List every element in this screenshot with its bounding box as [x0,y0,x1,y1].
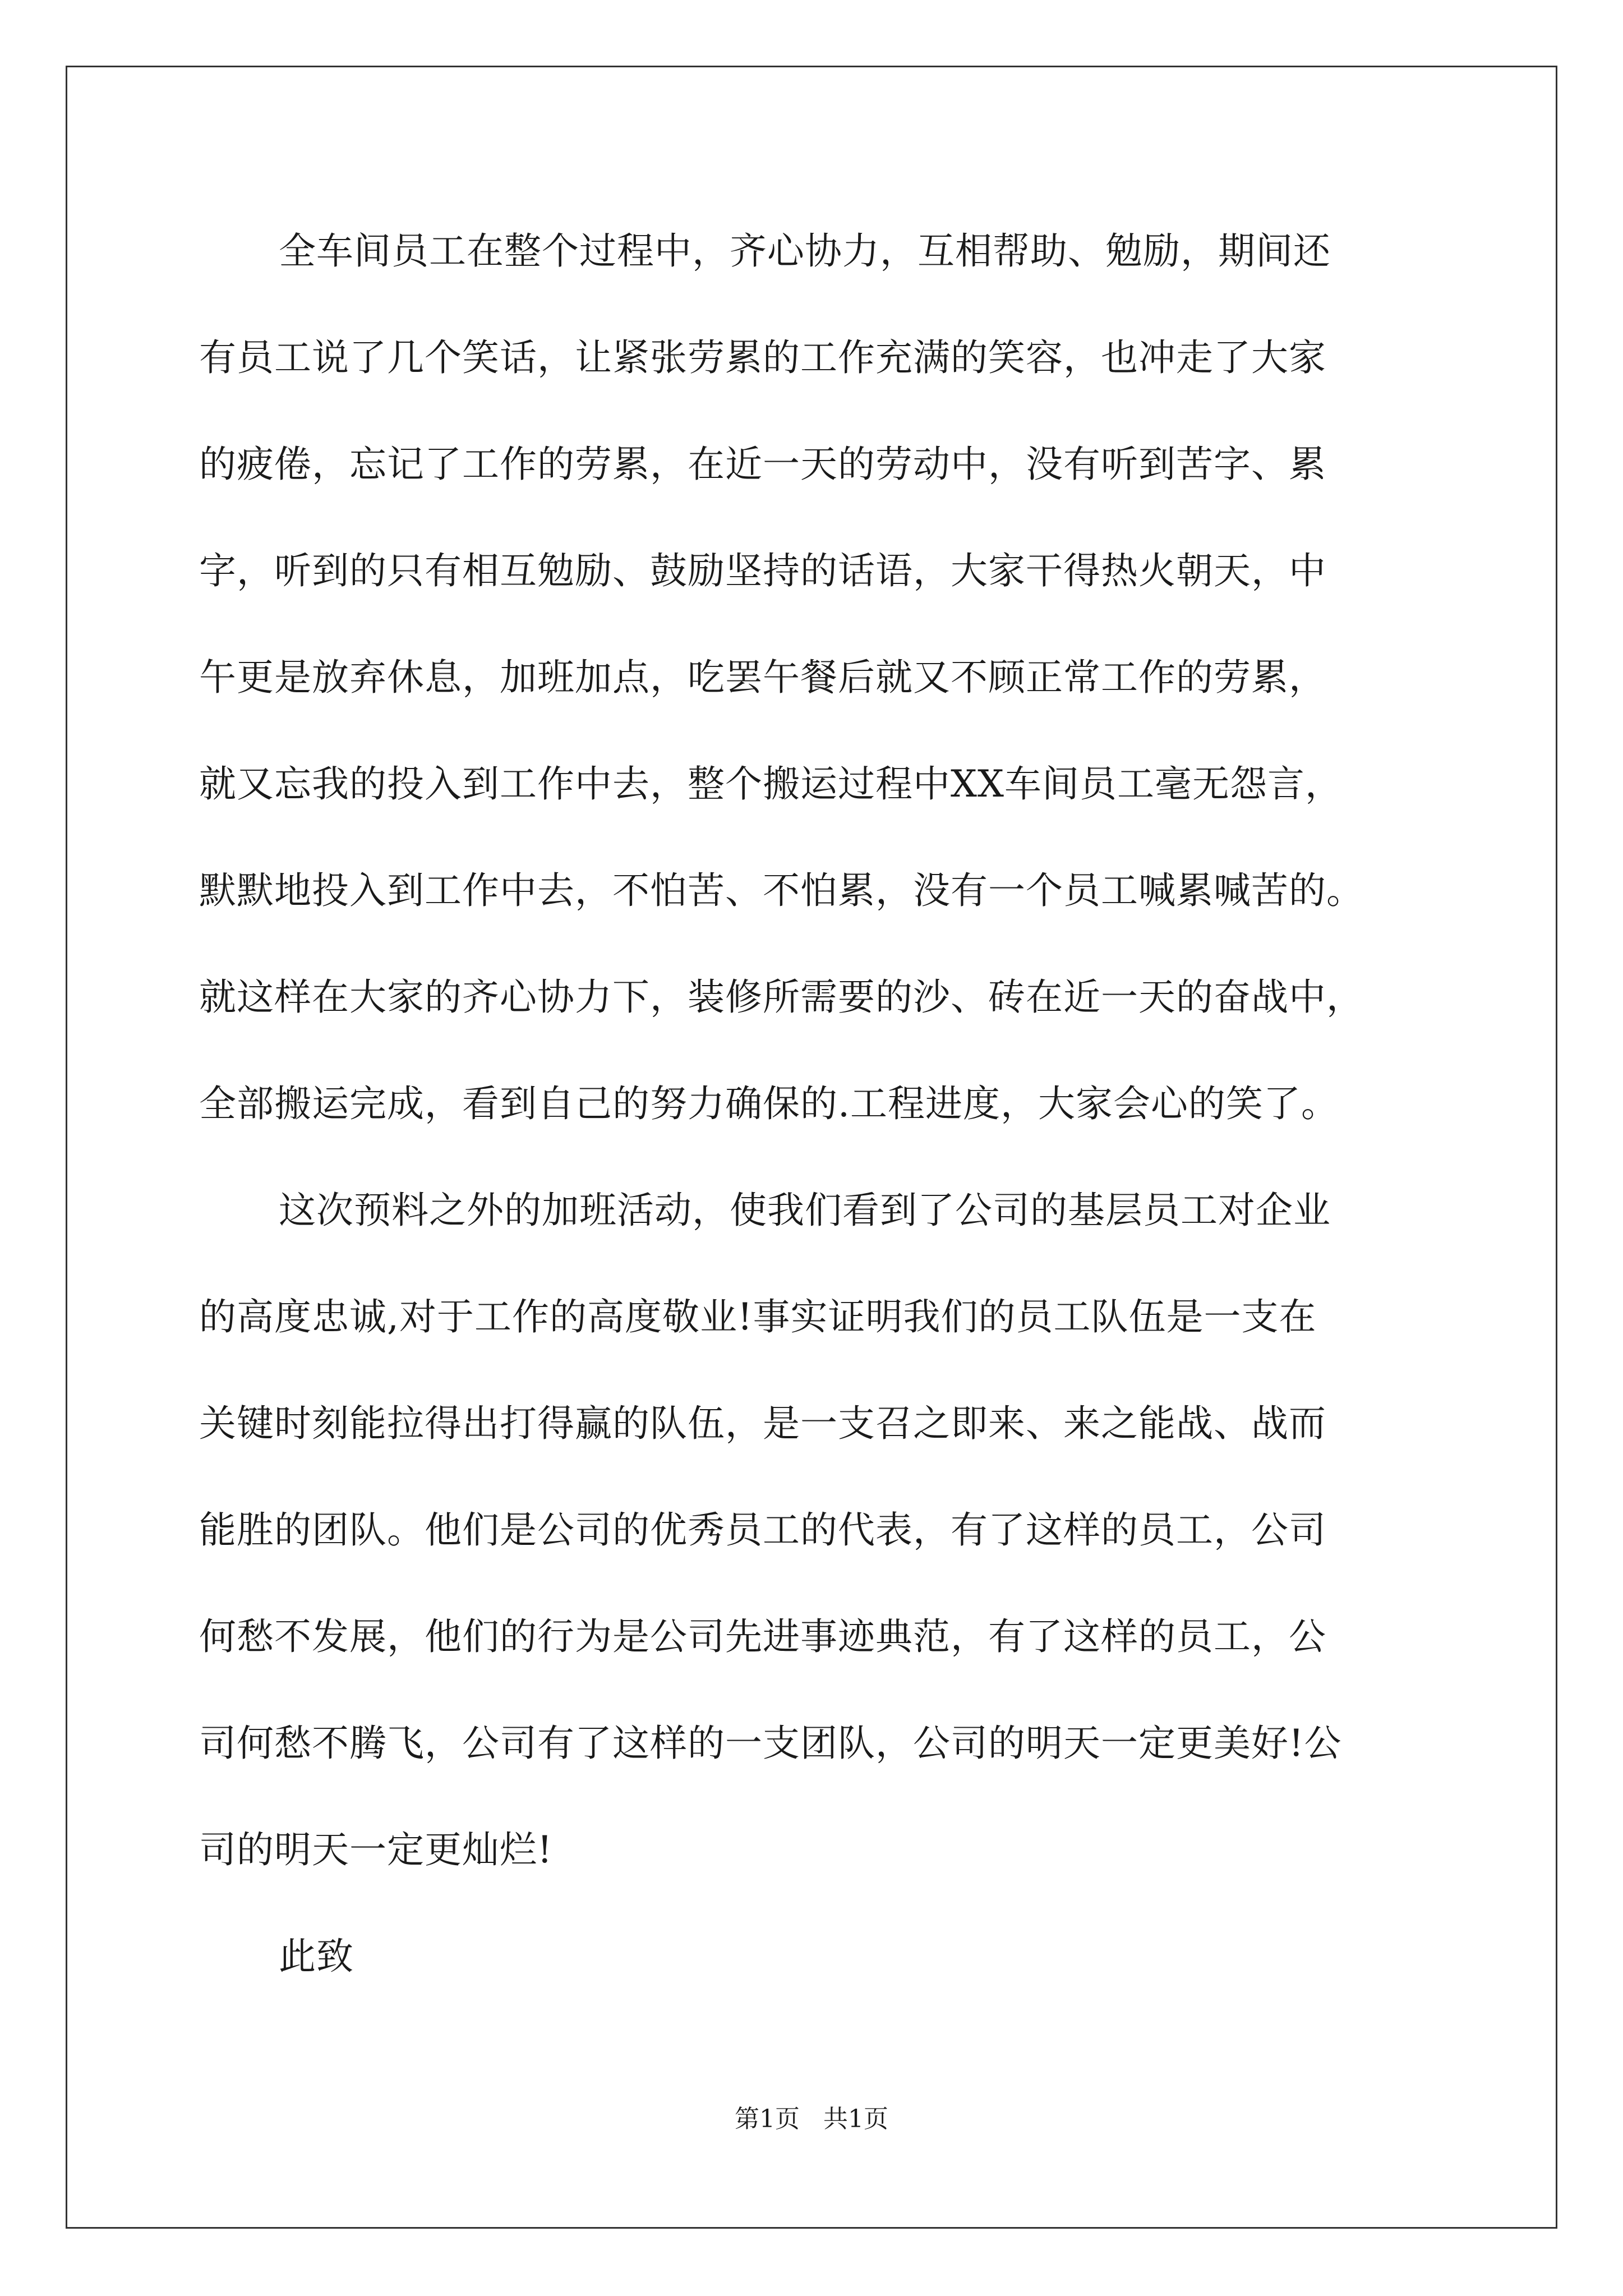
paragraph-2-line-2: 的高度忠诚,对于工作的高度敬业!事实证明我们的员工队伍是一支在 [199,1295,1317,1338]
paragraph-1-line-8: 就这样在大家的齐心协力下，装修所需要的沙、砖在近一天的奋战中， [199,976,1364,1019]
paragraph-1-line-2: 有员工说了几个笑话，让紧张劳累的工作充满的笑容，也冲走了大家 [199,336,1326,379]
paragraph-2-line-1: 这次预料之外的加班活动，使我们看到了公司的基层员工对企业 [279,1189,1331,1232]
paragraph-2-line-5: 何愁不发展，他们的行为是公司先进事迹典范，有了这样的员工，公 [199,1615,1326,1658]
paragraph-1-line-7: 默默地投入到工作中去，不怕苦、不怕累，没有一个员工喊累喊苦的。 [199,869,1364,912]
closing-salutation: 此致 [279,1935,354,1978]
paragraph-2-line-4: 能胜的团队。他们是公司的优秀员工的代表，有了这样的员工，公司 [199,1508,1326,1552]
page-footer: 第1页 共1页 [735,2105,888,2133]
paragraph-1-line-5: 午更是放弃休息，加班加点，吃罢午餐后就又不顾正常工作的劳累， [199,656,1326,699]
paragraph-1-line-9: 全部搬运完成，看到自己的努力确保的.工程进度，大家会心的笑了。 [199,1082,1339,1125]
paragraph-2-line-3: 关键时刻能拉得出打得赢的队伍，是一支召之即来、来之能战、战而 [199,1402,1326,1445]
paragraph-1-line-6: 就又忘我的投入到工作中去，整个搬运过程中XX车间员工毫无怨言， [199,762,1343,806]
paragraph-2-line-7: 司的明天一定更灿烂! [199,1828,553,1871]
paragraph-1-line-1: 全车间员工在整个过程中，齐心协力，互相帮助、勉励，期间还 [279,229,1331,273]
page-border [66,66,1557,2229]
paragraph-1-line-3: 的疲倦，忘记了工作的劳累，在近一天的劳动中，没有听到苦字、累 [199,443,1326,486]
paragraph-2-line-6: 司何愁不腾飞，公司有了这样的一支团队，公司的明天一定更美好!公 [199,1722,1342,1765]
paragraph-1-line-4: 字，听到的只有相互勉励、鼓励坚持的话语，大家干得热火朝天，中 [199,549,1326,592]
